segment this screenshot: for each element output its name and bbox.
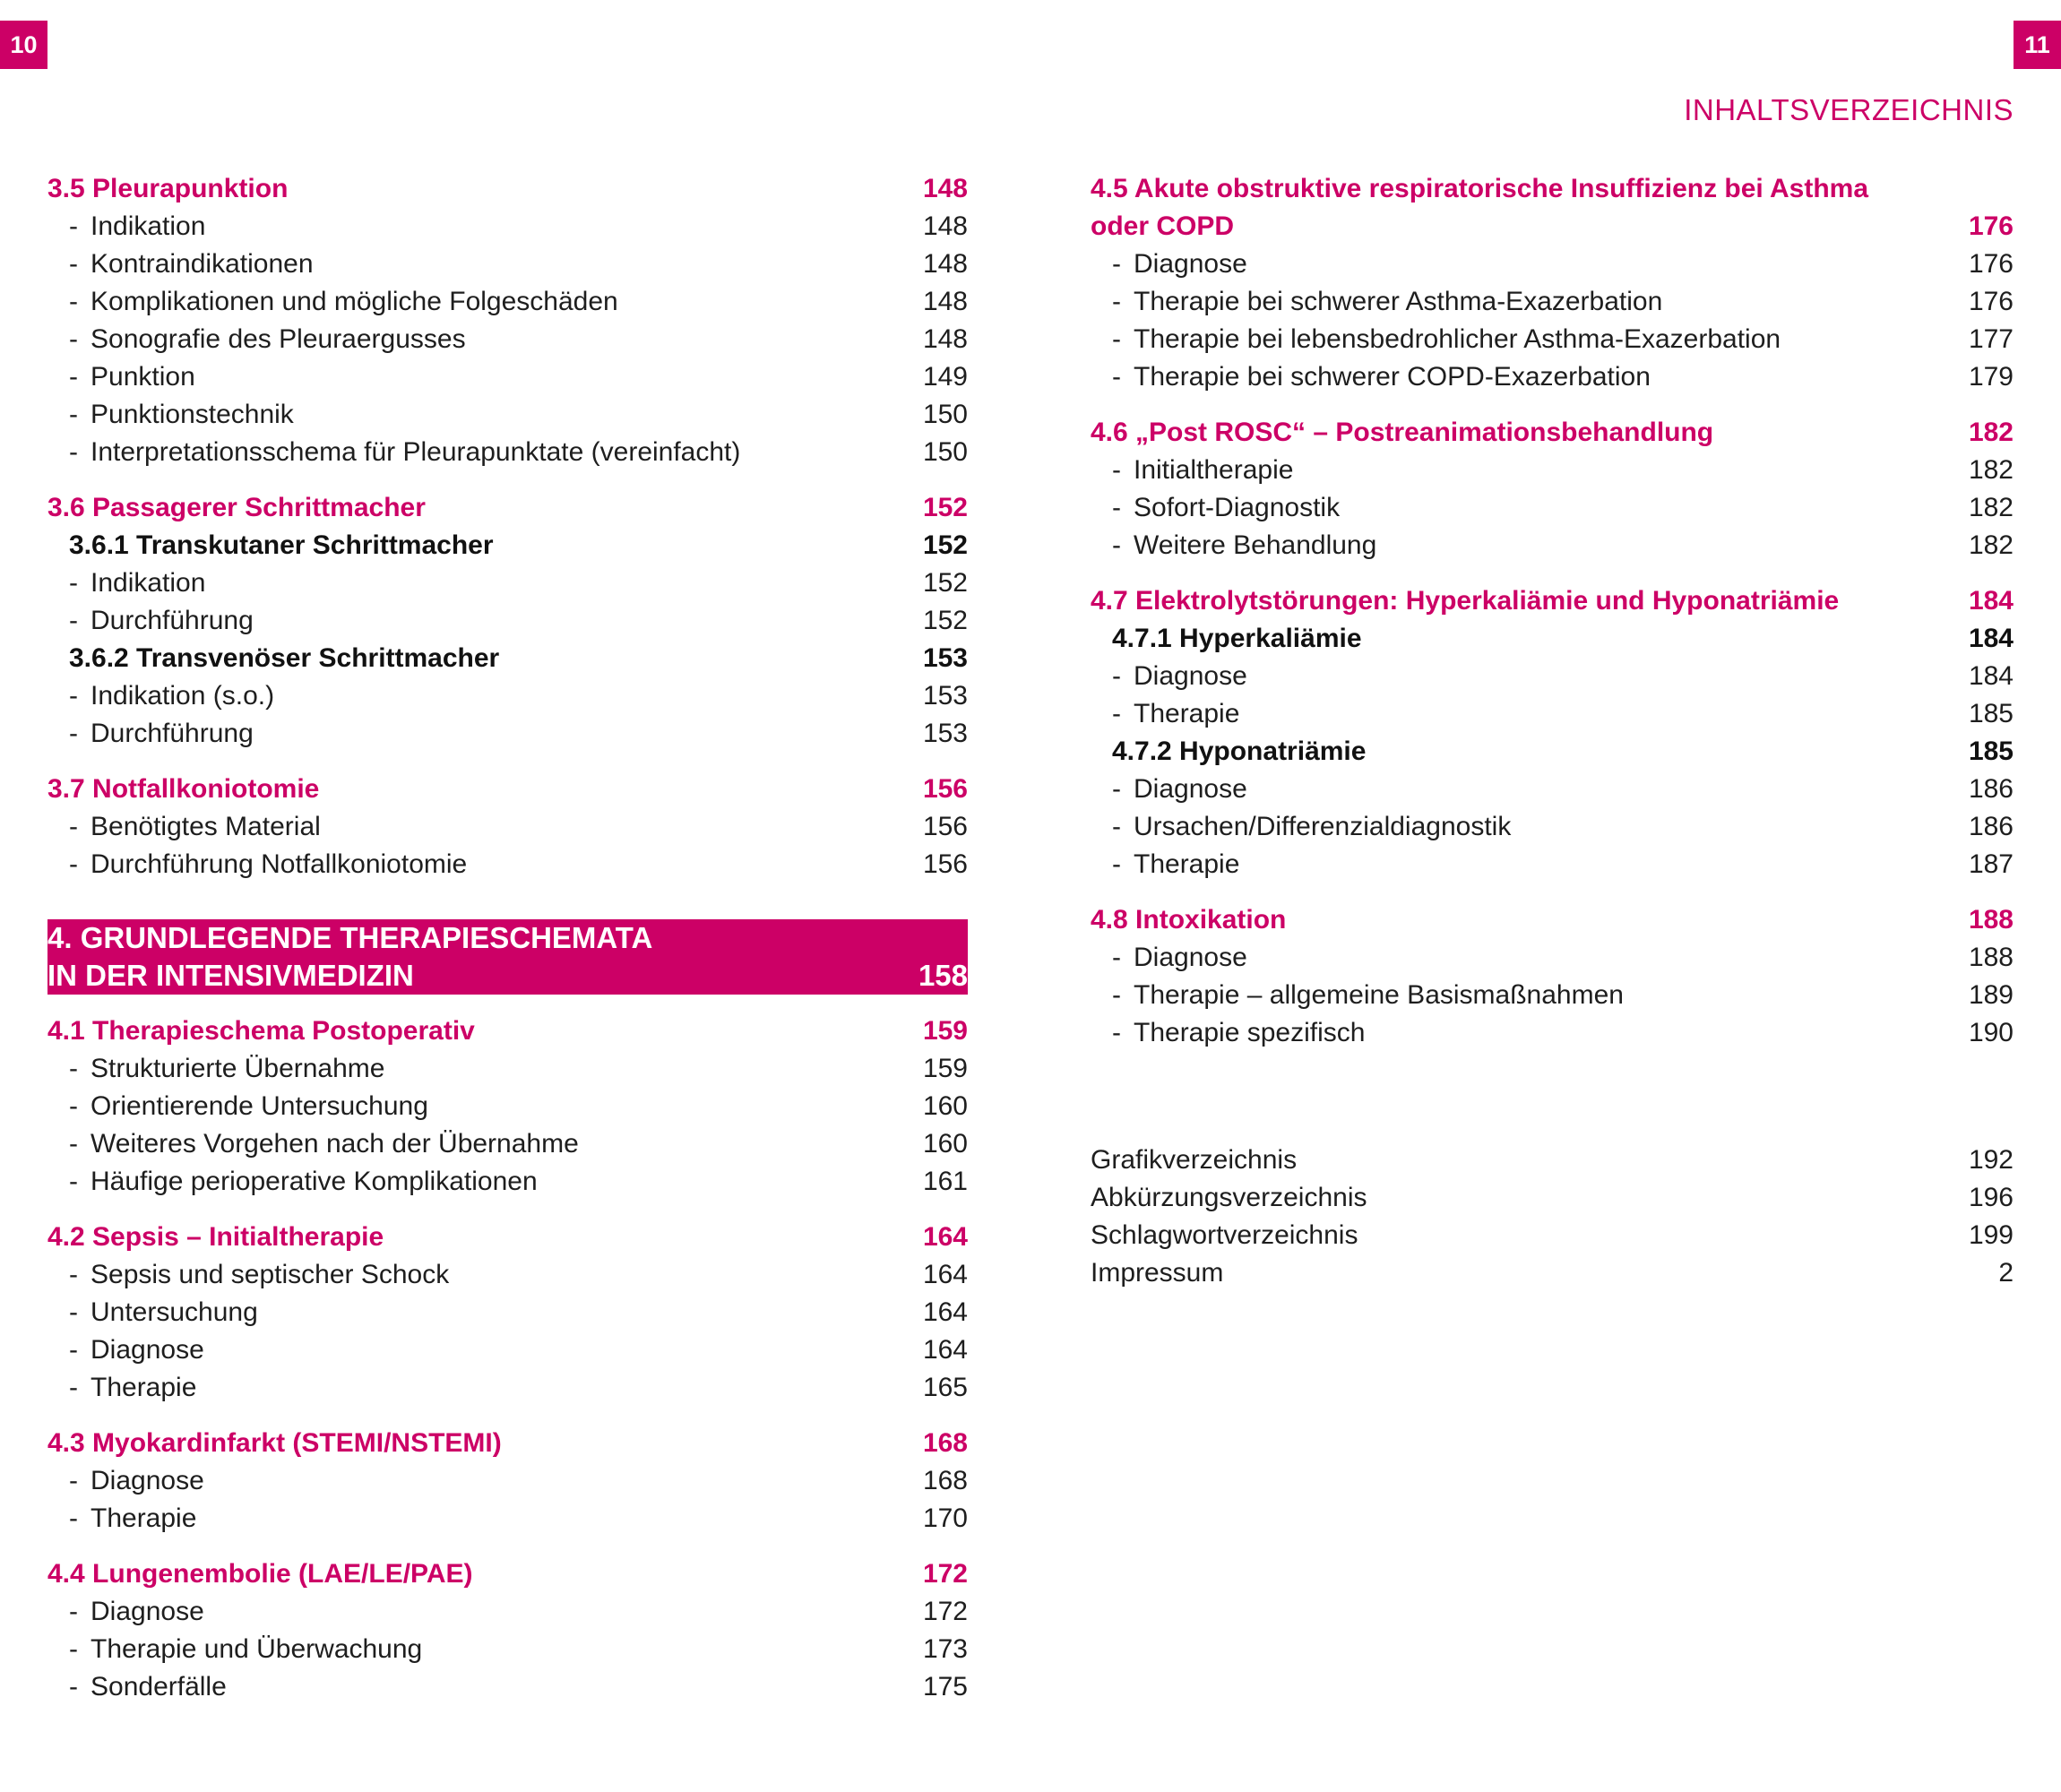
- item-label: Therapie: [91, 1503, 197, 1533]
- toc-item[interactable]: - Therapie bei schwerer COPD-Exazerbation 179: [1091, 358, 2014, 396]
- section-page: 159: [922, 1016, 968, 1046]
- item-page: 150: [922, 400, 968, 429]
- toc-item[interactable]: - Therapie 170: [47, 1500, 968, 1538]
- toc-item[interactable]: - Durchführung 153: [47, 715, 968, 753]
- item-label: Durchführung: [91, 606, 254, 635]
- toc-section-4-6[interactable]: [1091, 414, 2014, 452]
- toc-appendix-item[interactable]: [1091, 1254, 2014, 1292]
- item-page: 168: [922, 1466, 968, 1495]
- item-label: Diagnose: [91, 1335, 204, 1365]
- item-label: Interpretationsschema für Pleurapunktate (vereinfacht): [91, 437, 741, 467]
- item-label: Punktion: [91, 362, 195, 392]
- subsection-title: 4.7.1 Hyperkaliämie: [1112, 624, 1362, 653]
- item-label: Therapie: [1134, 849, 1240, 879]
- toc-item[interactable]: - Therapie und Überwachung 173: [47, 1631, 968, 1668]
- chapter-4-banner[interactable]: [47, 919, 968, 995]
- toc-item[interactable]: - Therapie spezifisch 190: [1091, 1014, 2014, 1052]
- section-title: 4.2 Sepsis – Initialtherapie: [47, 1222, 384, 1252]
- item-page: 148: [922, 324, 968, 354]
- section-title-line-2: oder COPD: [1091, 211, 1235, 241]
- item-label: Diagnose: [1134, 943, 1247, 972]
- toc-item[interactable]: - Durchführung Notfallkoniotomie 156: [47, 846, 968, 883]
- item-page: 148: [922, 211, 968, 241]
- item-page: 182: [1968, 493, 2014, 522]
- item-label: Indikation: [91, 568, 206, 598]
- toc-appendix-item[interactable]: [1091, 1179, 2014, 1217]
- item-label: Indikation: [91, 211, 206, 241]
- toc-item[interactable]: - Weiteres Vorgehen nach der Übernahme 160: [47, 1125, 968, 1163]
- toc-left-column: [47, 170, 968, 1706]
- item-page: 173: [922, 1634, 968, 1664]
- section-page: 172: [922, 1559, 968, 1589]
- toc-item[interactable]: - Interpretationsschema für Pleurapunktate (vereinfacht) 150: [47, 434, 968, 471]
- item-page: 176: [1968, 249, 2014, 279]
- item-page: 148: [922, 249, 968, 279]
- item-label: Therapie bei schwerer COPD-Exazerbation: [1134, 362, 1651, 392]
- item-label: Schlagwortverzeichnis: [1091, 1220, 1358, 1250]
- section-title: 3.5 Pleurapunktion: [47, 174, 289, 203]
- section-title: 3.6 Passagerer Schrittmacher: [47, 493, 426, 522]
- item-label: Untersuchung: [91, 1297, 258, 1327]
- item-label: Grafikverzeichnis: [1091, 1145, 1298, 1175]
- item-page: 186: [1968, 774, 2014, 804]
- toc-section-4-8[interactable]: [1091, 901, 2014, 939]
- toc-appendix-item[interactable]: [1091, 1217, 2014, 1254]
- toc-item[interactable]: - Häufige perioperative Komplikationen 161: [47, 1163, 968, 1201]
- item-label: Therapie – allgemeine Basismaßnahmen: [1134, 980, 1624, 1010]
- item-label: Initialtherapie: [1134, 455, 1294, 485]
- item-label: Weitere Behandlung: [1134, 530, 1377, 560]
- item-label: Strukturierte Übernahme: [91, 1054, 385, 1083]
- item-page: 165: [922, 1373, 968, 1402]
- item-label: Punktionstechnik: [91, 400, 294, 429]
- item-page: 199: [1968, 1220, 2014, 1250]
- toc-item[interactable]: - Diagnose 168: [47, 1462, 968, 1500]
- toc-section-4-3[interactable]: [47, 1425, 968, 1462]
- toc-item[interactable]: - Weitere Behandlung 182: [1091, 527, 2014, 564]
- item-page: 192: [1968, 1145, 2014, 1175]
- running-header: INHALTSVERZEICHNIS: [1684, 93, 2014, 126]
- item-page: 189: [1968, 980, 2014, 1010]
- section-page: 164: [922, 1222, 968, 1252]
- toc-subsection-3-6-1[interactable]: [47, 527, 968, 564]
- item-label: Orientierende Untersuchung: [91, 1091, 428, 1121]
- item-label: Diagnose: [91, 1466, 204, 1495]
- item-label: Therapie: [1134, 699, 1240, 728]
- toc-item[interactable]: - Indikation 148: [47, 208, 968, 246]
- toc-item[interactable]: - Sofort-Diagnostik 182: [1091, 489, 2014, 527]
- toc-right-column: [1091, 170, 2014, 1292]
- item-page: 149: [922, 362, 968, 392]
- item-label: Diagnose: [1134, 774, 1247, 804]
- subsection-page: 153: [922, 643, 968, 673]
- item-page: 176: [1968, 287, 2014, 316]
- item-label: Ursachen/Differenzialdiagnostik: [1134, 812, 1512, 841]
- item-page: 156: [922, 812, 968, 841]
- item-label: Therapie spezifisch: [1134, 1018, 1366, 1047]
- item-label: Indikation (s.o.): [91, 681, 275, 711]
- toc-appendix-list: [1091, 1142, 2014, 1292]
- section-title: 3.7 Notfallkoniotomie: [47, 774, 320, 804]
- item-label: Diagnose: [1134, 249, 1247, 279]
- toc-item[interactable]: - Therapie 165: [47, 1369, 968, 1407]
- toc-item[interactable]: - Therapie bei lebensbedrohlicher Asthma-Exazerbation 177: [1091, 321, 2014, 358]
- section-title: 4.1 Therapieschema Postoperativ: [47, 1016, 475, 1046]
- item-page: 179: [1968, 362, 2014, 392]
- item-label: Kontraindikationen: [91, 249, 314, 279]
- subsection-page: 152: [922, 530, 968, 560]
- section-title: 4.3 Myokardinfarkt (STEMI/NSTEMI): [47, 1428, 502, 1458]
- section-page: 168: [922, 1428, 968, 1458]
- section-page: 148: [922, 174, 968, 203]
- item-page: 175: [922, 1672, 968, 1702]
- item-page: 159: [922, 1054, 968, 1083]
- toc-item[interactable]: - Untersuchung 164: [47, 1294, 968, 1331]
- item-label: Durchführung: [91, 719, 254, 748]
- item-page: 156: [922, 849, 968, 879]
- toc-item[interactable]: - Komplikationen und mögliche Folgeschäden 148: [47, 283, 968, 321]
- item-page: 150: [922, 437, 968, 467]
- section-page: 176: [1968, 211, 2014, 241]
- item-page: 148: [922, 287, 968, 316]
- toc-section-4-1[interactable]: [47, 1012, 968, 1050]
- section-page: 156: [922, 774, 968, 804]
- subsection-title: 4.7.2 Hyponatriämie: [1112, 737, 1367, 766]
- page-number-left: 10: [0, 21, 47, 69]
- toc-item[interactable]: - Ursachen/Differenzialdiagnostik 186: [1091, 808, 2014, 846]
- toc-item[interactable]: - Benötigtes Material 156: [47, 808, 968, 846]
- item-label: Therapie: [91, 1373, 197, 1402]
- item-page: 196: [1968, 1183, 2014, 1212]
- toc-item[interactable]: - Punktionstechnik 150: [47, 396, 968, 434]
- item-label: Sepsis und septischer Schock: [91, 1260, 450, 1289]
- section-page: 184: [1968, 586, 2014, 616]
- toc-subsection-4-7-1[interactable]: [1091, 620, 2014, 658]
- toc-section-3-6[interactable]: [47, 489, 968, 527]
- toc-item[interactable]: - Diagnose 186: [1091, 771, 2014, 808]
- toc-section-4-2[interactable]: [47, 1219, 968, 1256]
- item-label: Sofort-Diagnostik: [1134, 493, 1341, 522]
- toc-item[interactable]: - Kontraindikationen 148: [47, 246, 968, 283]
- section-title: 4.6 „Post ROSC“ – Postreanimationsbehandlung: [1091, 418, 1714, 447]
- item-label: Durchführung Notfallkoniotomie: [91, 849, 468, 879]
- page-number-right: 11: [2014, 21, 2061, 69]
- toc-item[interactable]: - Diagnose 176: [1091, 246, 2014, 283]
- toc-section-4-7[interactable]: [1091, 582, 2014, 620]
- toc-item[interactable]: - Therapie 187: [1091, 846, 2014, 883]
- section-title: 4.8 Intoxikation: [1091, 905, 1287, 935]
- toc-item[interactable]: - Therapie – allgemeine Basismaßnahmen 189: [1091, 977, 2014, 1014]
- item-label: Abkürzungsverzeichnis: [1091, 1183, 1367, 1212]
- item-page: 152: [922, 568, 968, 598]
- item-page: 186: [1968, 812, 2014, 841]
- item-label: Benötigtes Material: [91, 812, 321, 841]
- item-page: 153: [922, 719, 968, 748]
- subsection-title: 3.6.2 Transvenöser Schrittmacher: [69, 643, 500, 673]
- item-page: 185: [1968, 699, 2014, 728]
- toc-item[interactable]: - Therapie bei schwerer Asthma-Exazerbation 176: [1091, 283, 2014, 321]
- item-label: Therapie bei schwerer Asthma-Exazerbation: [1134, 287, 1663, 316]
- chapter-title-line-2: IN DER INTENSIVMEDIZIN: [47, 959, 414, 992]
- item-page: 2: [1998, 1258, 2014, 1288]
- section-title: 4.4 Lungenembolie (LAE/LE/PAE): [47, 1559, 473, 1589]
- item-page: 164: [922, 1335, 968, 1365]
- toc-appendix-item[interactable]: [1091, 1142, 2014, 1179]
- item-label: Diagnose: [1134, 661, 1247, 691]
- subsection-title: 3.6.1 Transkutaner Schrittmacher: [69, 530, 494, 560]
- toc-section-4-4[interactable]: [47, 1555, 968, 1593]
- toc-section-3-7[interactable]: [47, 771, 968, 808]
- item-label: Diagnose: [91, 1597, 204, 1626]
- item-page: 160: [922, 1091, 968, 1121]
- item-page: 177: [1968, 324, 2014, 354]
- item-page: 190: [1968, 1018, 2014, 1047]
- toc-item[interactable]: - Sonderfälle 175: [47, 1668, 968, 1706]
- toc-item[interactable]: - Diagnose 164: [47, 1331, 968, 1369]
- item-label: Sonografie des Pleuraergusses: [91, 324, 466, 354]
- item-page: 164: [922, 1297, 968, 1327]
- subsection-page: 184: [1968, 624, 2014, 653]
- item-label: Therapie und Überwachung: [91, 1634, 423, 1664]
- toc-item[interactable]: - Durchführung 152: [47, 602, 968, 640]
- section-title-line-1: 4.5 Akute obstruktive respiratorische Insuffizienz bei Asthma: [1091, 174, 1869, 203]
- toc-section-3-5[interactable]: [47, 170, 968, 208]
- item-page: 184: [1968, 661, 2014, 691]
- item-label: Sonderfälle: [91, 1672, 227, 1702]
- toc-subsection-4-7-2[interactable]: [1091, 733, 2014, 771]
- toc-item[interactable]: - Sepsis und septischer Schock 164: [47, 1256, 968, 1294]
- toc-item[interactable]: - Indikation 152: [47, 564, 968, 602]
- toc-item[interactable]: - Therapie 185: [1091, 695, 2014, 733]
- toc-item[interactable]: - Punktion 149: [47, 358, 968, 396]
- item-label: Komplikationen und mögliche Folgeschäden: [91, 287, 618, 316]
- toc-section-4-5[interactable]: [1091, 170, 2014, 246]
- section-page: 188: [1968, 905, 2014, 935]
- chapter-title-line-1: 4. GRUNDLEGENDE THERAPIESCHEMATA: [47, 921, 653, 954]
- item-page: 152: [922, 606, 968, 635]
- toc-item[interactable]: - Diagnose 184: [1091, 658, 2014, 695]
- item-page: 172: [922, 1597, 968, 1626]
- section-page: 152: [922, 493, 968, 522]
- item-label: Häufige perioperative Komplikationen: [91, 1167, 538, 1196]
- item-label: Therapie bei lebensbedrohlicher Asthma-Exazerbation: [1134, 324, 1781, 354]
- item-page: 182: [1968, 530, 2014, 560]
- item-page: 164: [922, 1260, 968, 1289]
- item-page: 182: [1968, 455, 2014, 485]
- toc-item[interactable]: - Strukturierte Übernahme 159: [47, 1050, 968, 1088]
- toc-item[interactable]: - Orientierende Untersuchung 160: [47, 1088, 968, 1125]
- toc-item[interactable]: - Initialtherapie 182: [1091, 452, 2014, 489]
- item-label: Weiteres Vorgehen nach der Übernahme: [91, 1129, 579, 1159]
- subsection-page: 185: [1968, 737, 2014, 766]
- section-title: 4.7 Elektrolytstörungen: Hyperkaliämie und Hyponatriämie: [1091, 586, 1840, 616]
- toc-item[interactable]: - Indikation (s.o.) 153: [47, 677, 968, 715]
- item-page: 170: [922, 1503, 968, 1533]
- item-page: 187: [1968, 849, 2014, 879]
- toc-item[interactable]: - Diagnose 188: [1091, 939, 2014, 977]
- section-page: 182: [1968, 418, 2014, 447]
- item-page: 161: [922, 1167, 968, 1196]
- item-label: Impressum: [1091, 1258, 1224, 1288]
- item-page: 153: [922, 681, 968, 711]
- toc-subsection-3-6-2[interactable]: [47, 640, 968, 677]
- chapter-page: 158: [918, 959, 968, 992]
- item-page: 188: [1968, 943, 2014, 972]
- toc-item[interactable]: - Sonografie des Pleuraergusses 148: [47, 321, 968, 358]
- toc-item[interactable]: - Diagnose 172: [47, 1593, 968, 1631]
- item-page: 160: [922, 1129, 968, 1159]
